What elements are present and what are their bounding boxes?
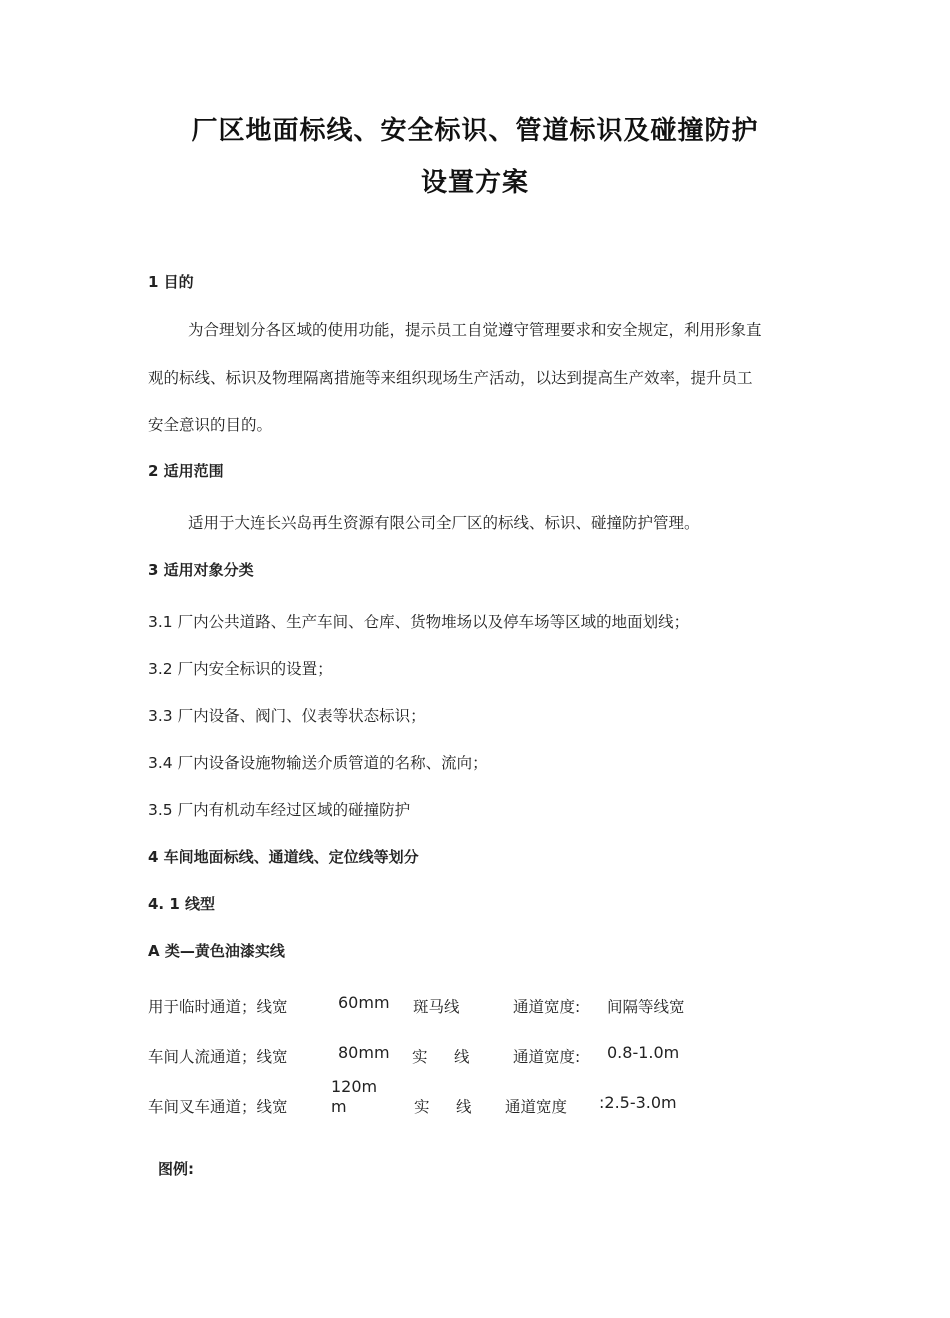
row-3-width-a: 120m [331, 1077, 378, 1096]
row-3-use: 车间叉车通道；线宽 [148, 1098, 288, 1116]
row-3-width-b: m [331, 1097, 347, 1116]
list-item: 3.1 厂内公共道路、生产车间、仓库、货物堆场以及停车场等区域的地面划线； [148, 613, 690, 631]
row-2-use: 车间人流通道；线宽 [148, 1048, 288, 1066]
list-item: 3.5 厂内有机动车经过区域的碰撞防护 [148, 801, 411, 819]
row-3-line-type-a: 实 [414, 1098, 430, 1116]
row-1-width-label: 通道宽度: [513, 998, 581, 1016]
section-1-paragraph-line-1: 为合理划分各区域的使用功能，提示员工自觉遵守管理要求和安全规定，利用形象直 [188, 321, 762, 339]
list-item: 3.4 厂内设备设施物输送介质管道的名称、流向； [148, 754, 488, 772]
section-1-paragraph-line-2: 观的标线、标识及物理隔离措施等来组织现场生产活动，以达到提高生产效率，提升员工 [148, 369, 753, 387]
row-2-width-value: 0.8-1.0m [607, 1043, 680, 1062]
row-3-width-value: :2.5-3.0m [599, 1093, 677, 1112]
row-1-line-type: 斑马线 [413, 998, 460, 1016]
row-2-line-type-a: 实 [412, 1048, 428, 1066]
legend-label: 图例: [158, 1160, 194, 1178]
row-2-width-label: 通道宽度: [513, 1048, 581, 1066]
row-2-line-type-b: 线 [454, 1048, 470, 1066]
section-4-1-heading: 4. 1 线型 [148, 895, 216, 913]
section-3-heading: 3 适用对象分类 [148, 561, 254, 579]
section-2-heading: 2 适用范围 [148, 462, 224, 480]
class-a-heading: A 类—黄色油漆实线 [148, 942, 285, 960]
row-1-width-value: 间隔等线宽 [607, 998, 685, 1016]
list-item: 3.2 厂内安全标识的设置； [148, 660, 333, 678]
document-title-line-2: 设置方案 [420, 168, 529, 198]
list-item: 3.3 厂内设备、阀门、仪表等状态标识； [148, 707, 426, 725]
section-1-paragraph-line-3: 安全意识的目的。 [148, 416, 273, 434]
document-title-line-1: 厂区地面标线、安全标识、管道标识及碰撞防护 [191, 116, 759, 146]
section-1-heading: 1 目的 [148, 273, 194, 291]
row-1-width: 60mm [338, 993, 390, 1012]
row-2-width: 80mm [338, 1043, 390, 1062]
section-2-paragraph: 适用于大连长兴岛再生资源有限公司全厂区的标线、标识、碰撞防护管理。 [188, 514, 700, 532]
section-4-heading: 4 车间地面标线、通道线、定位线等划分 [148, 848, 419, 866]
row-3-line-type-b: 线 [456, 1098, 472, 1116]
row-3-width-label: 通道宽度 [505, 1098, 568, 1116]
row-1-use: 用于临时通道；线宽 [148, 998, 288, 1016]
